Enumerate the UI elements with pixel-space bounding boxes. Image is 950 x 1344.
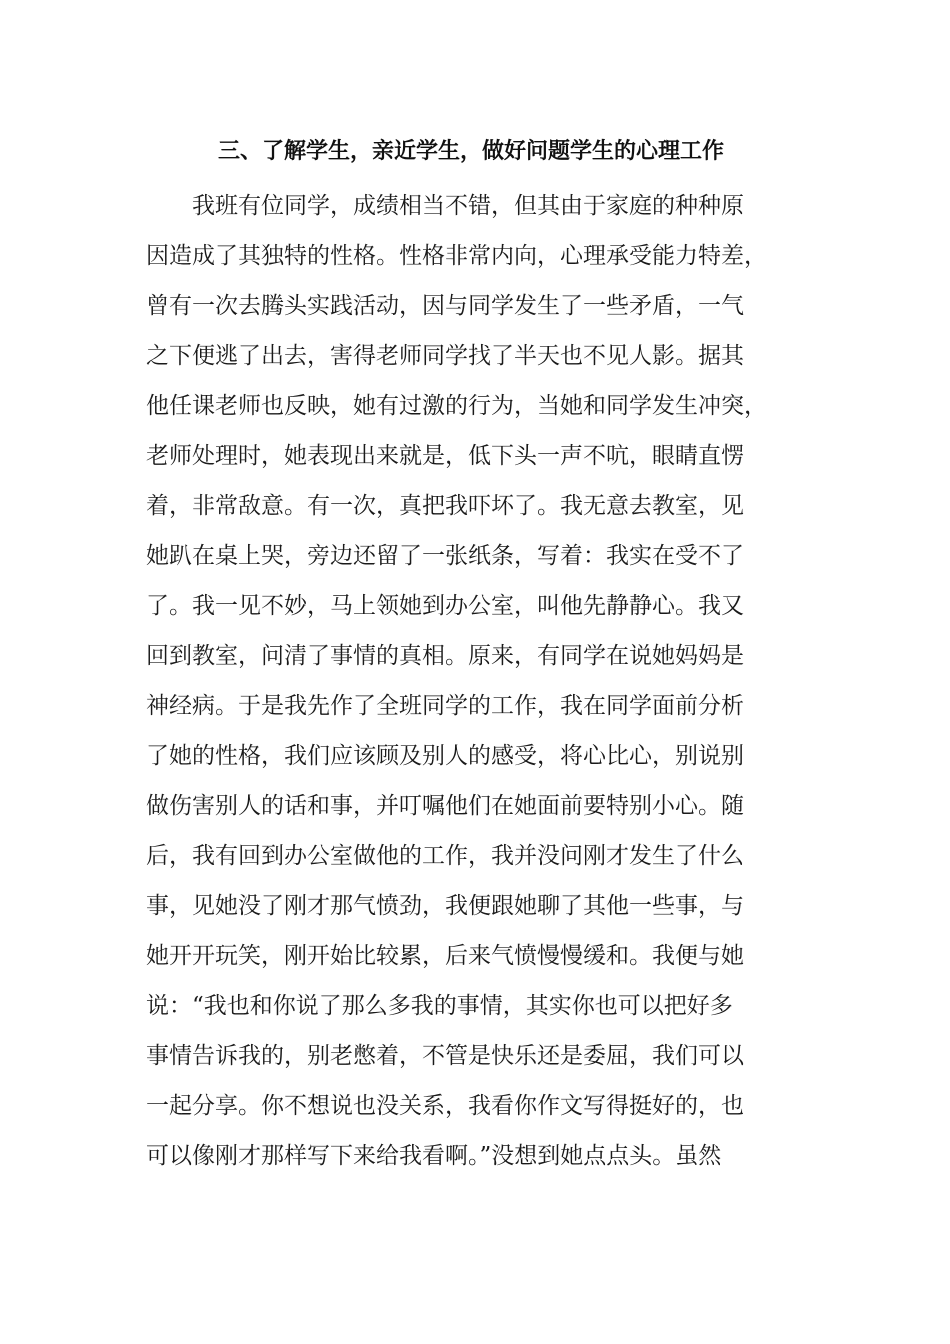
text-line: 可以像刚才那样写下来给我看啊。”没想到她点点头。虽然 — [146, 1143, 722, 1169]
text-line: 事，见她没了刚才那气愤劲，我便跟她聊了其他一些事，与 — [146, 893, 744, 919]
text-line: 神经病。于是我先作了全班同学的工作，我在同学面前分析 — [146, 693, 744, 719]
text-line: 后，我有回到办公室做他的工作，我并没问刚才发生了什么 — [146, 843, 744, 869]
text-line: 我班有位同学，成绩相当不错，但其由于家庭的种种原 — [146, 193, 744, 219]
text-line: 因造成了其独特的性格。性格非常内向，心理承受能力特差， — [146, 243, 767, 269]
section-heading: 三、了解学生，亲近学生，做好问题学生的心理工作 — [217, 138, 724, 164]
text-line: 曾有一次去腾头实践活动，因与同学发生了一些矛盾，一气 — [146, 293, 744, 319]
text-line: 了。我一见不妙，马上领她到办公室，叫他先静静心。我又 — [146, 593, 744, 619]
text-line: 她开开玩笑，刚开始比较累，后来气愤慢慢缓和。我便与她 — [146, 943, 744, 969]
text-line: 了她的性格，我们应该顾及别人的感受，将心比心，别说别 — [146, 743, 744, 769]
text-line: 事情告诉我的，别老憋着，不管是快乐还是委屈，我们可以 — [146, 1043, 744, 1069]
text-line: 老师处理时，她表现出来就是，低下头一声不吭，眼睛直愣 — [146, 443, 744, 469]
body-paragraph — [146, 181, 806, 1181]
text-line: 之下便逃了出去，害得老师同学找了半天也不见人影。据其 — [146, 343, 744, 369]
text-line: 她趴在桌上哭，旁边还留了一张纸条，写着：我实在受不了 — [146, 543, 744, 569]
text-line: 着，非常敌意。有一次，真把我吓坏了。我无意去教室，见 — [146, 493, 744, 519]
text-line: 一起分享。你不想说也没关系，我看你作文写得挺好的，也 — [146, 1093, 744, 1119]
text-line: 说：“我也和你说了那么多我的事情，其实你也可以把好多 — [146, 993, 733, 1019]
text-line: 他任课老师也反映，她有过激的行为，当她和同学发生冲突， — [146, 393, 767, 419]
text-line: 做伤害别人的话和事，并叮嘱他们在她面前要特别小心。随 — [146, 793, 744, 819]
text-line: 回到教室，问清了事情的真相。原来，有同学在说她妈妈是 — [146, 643, 744, 669]
